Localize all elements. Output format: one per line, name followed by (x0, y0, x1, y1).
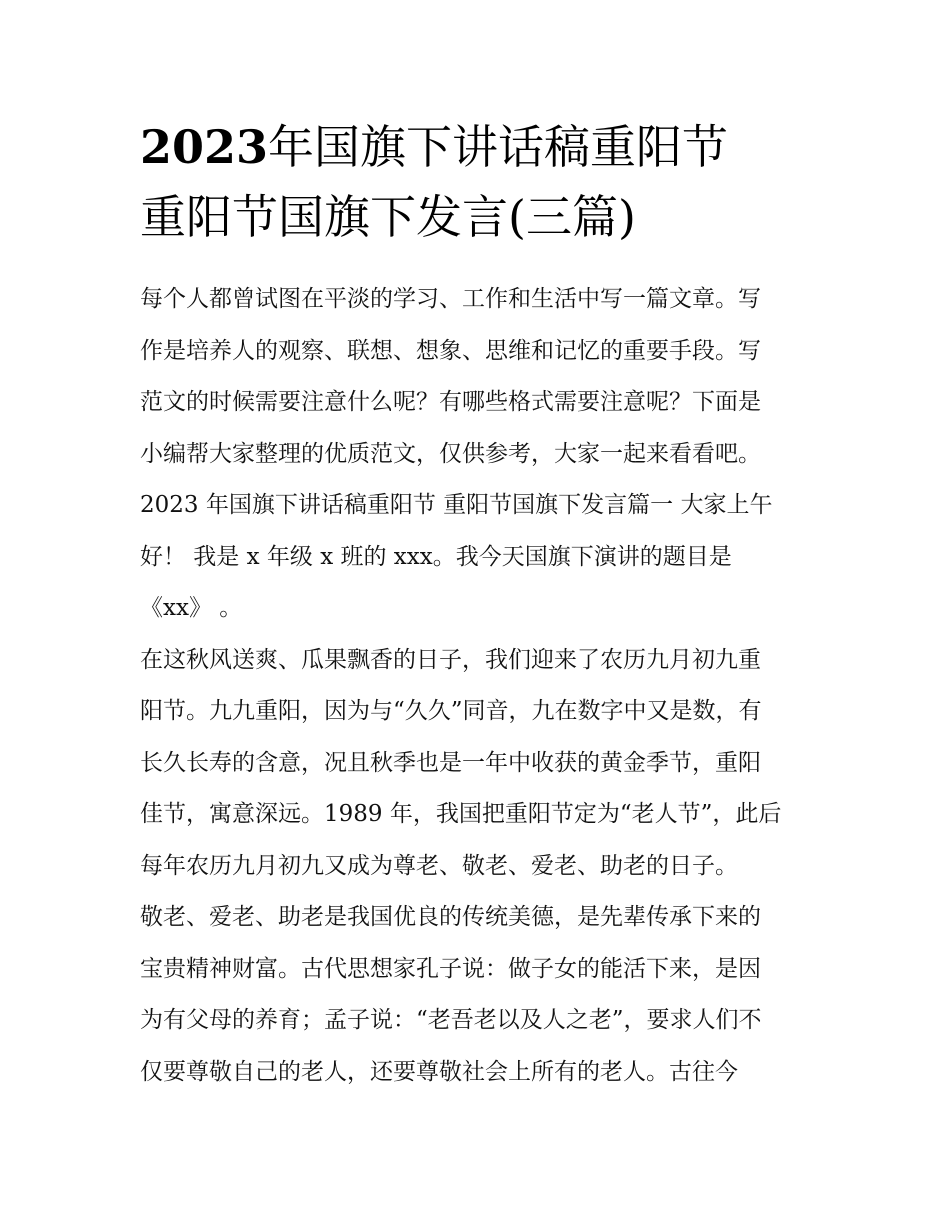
body-line: 范文的时候需要注意什么呢？有哪些格式需要注意呢？下面是 (140, 389, 761, 415)
body-line: 为有父母的养育；孟子说：“老吾老以及人之老”，要求人们不 (140, 1007, 762, 1033)
body-line: 佳节，寓意深远。1989 年，我国把重阳节定为“老人节”，此后 (140, 801, 782, 827)
body-line: 仅要尊敬自己的老人，还要尊敬社会上所有的老人。古往今 (140, 1058, 738, 1085)
title-line-1 (140, 112, 820, 182)
body-line: 作是培养人的观察、联想、想象、思维和记忆的重要手段。写 (140, 337, 761, 364)
document-body (140, 274, 820, 1098)
body-line: 每年农历九月初九又成为尊老、敬老、爱老、助老的日子。 (140, 852, 738, 879)
body-line: 《xx》 。 (140, 595, 243, 621)
body-line: 每个人都曾试图在平淡的学习、工作和生活中写一篇文章。写 (140, 286, 761, 312)
body-line: 宝贵精神财富。古代思想家孔子说：做子女的能活下来，是因 (140, 955, 761, 982)
document-title (140, 112, 820, 252)
body-line: 在这秋风送爽、瓜果飘香的日子，我们迎来了农历九月初九重 (140, 646, 761, 673)
body-line: 2023 年国旗下讲话稿重阳节 重阳节国旗下发言篇一 大家上午 (140, 492, 773, 518)
body-line: 敬老、爱老、助老是我国优良的传统美德，是先辈传承下来的 (140, 904, 761, 930)
body-line: 小编帮大家整理的优质范文，仅供参考，大家一起来看看吧。 (140, 440, 761, 467)
body-line: 阳节。九九重阳，因为与“久久”同音，九在数字中又是数，有 (140, 698, 762, 724)
body-line: 好！ 我是 x 年级 x 班的 xxx。我今天国旗下演讲的题目是 (140, 543, 732, 570)
title-line-1-text: 年国旗下讲话稿重阳节 (268, 120, 729, 174)
title-year: 2023 (140, 120, 269, 174)
body-line: 长久长寿的含意，况且秋季也是一年中收获的黄金季节，重阳 (140, 749, 761, 776)
title-line-2: 重阳节国旗下发言(三篇) (140, 190, 636, 244)
